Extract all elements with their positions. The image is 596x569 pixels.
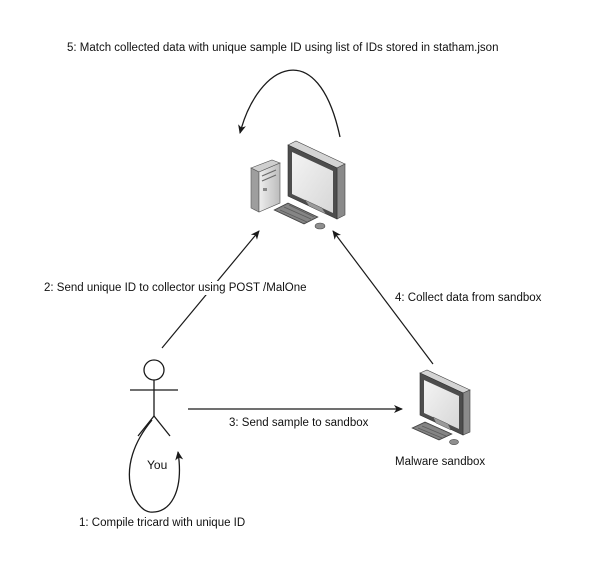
step5-label: 5: Match collected data with unique sample ID using list of IDs stored in statham.json bbox=[67, 42, 499, 54]
step4-label: 4: Collect data from sandbox bbox=[395, 292, 542, 304]
collector-computer-icon bbox=[251, 141, 345, 229]
actor-label: You bbox=[147, 458, 168, 472]
actor-stick-figure-icon bbox=[130, 360, 178, 436]
arrow-step5-loop bbox=[240, 70, 340, 137]
sandbox-monitor-icon bbox=[412, 370, 470, 445]
sandbox-label: Malware sandbox bbox=[395, 456, 486, 468]
step2-label: 2: Send unique ID to collector using POST /MalOne bbox=[44, 282, 307, 294]
step1-label: 1: Compile tricard with unique ID bbox=[79, 517, 246, 529]
step3-label: 3: Send sample to sandbox bbox=[229, 417, 369, 429]
